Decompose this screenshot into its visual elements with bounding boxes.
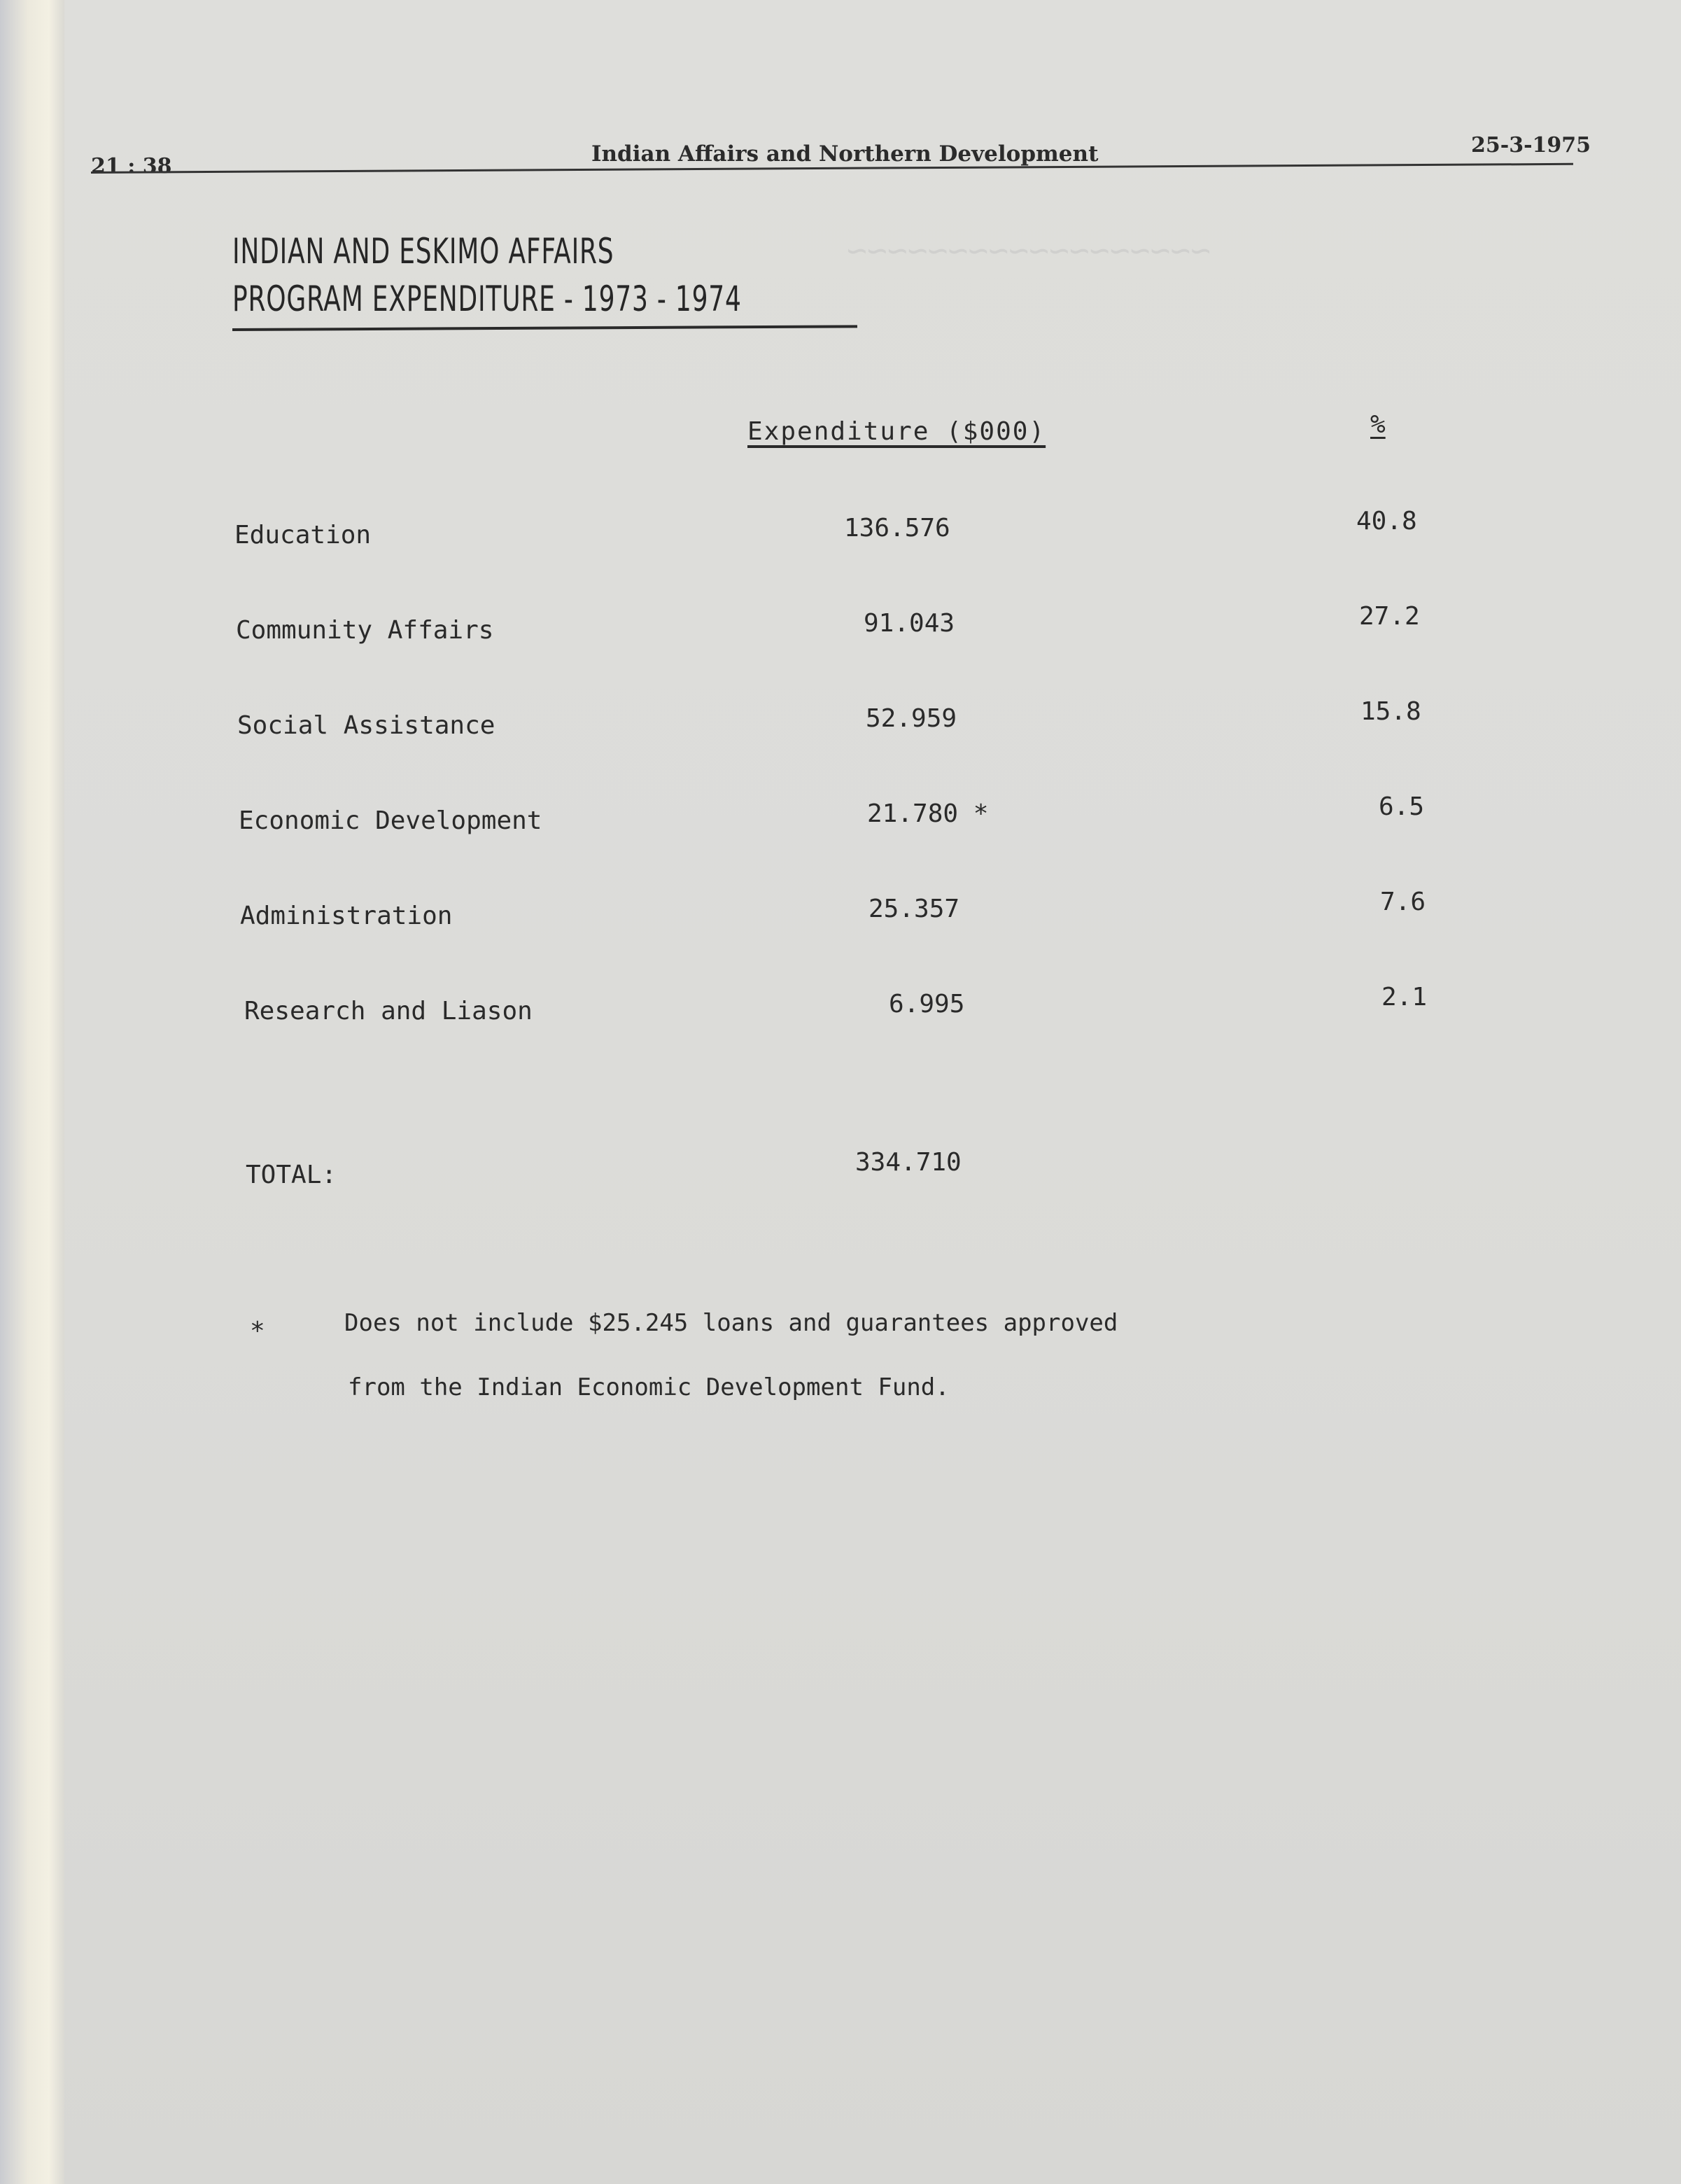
row-percent-administration: 7.6: [1380, 888, 1426, 916]
row-percent-community-affairs: 27.2: [1359, 602, 1420, 631]
column-header-expenditure: Expenditure ($000): [747, 417, 1046, 446]
binding-edge: [0, 0, 64, 2184]
row-label-education: Education: [234, 521, 372, 550]
row-percent-research-and-liason: 2.1: [1381, 983, 1428, 1011]
footnote-line1: Does not include $25.245 loans and guarantees approved: [344, 1309, 1118, 1337]
total-label: TOTAL:: [246, 1161, 337, 1189]
document-title-line1: INDIAN AND ESKIMO AFFAIRS: [232, 231, 614, 272]
document-title-line2: PROGRAM EXPENDITURE - 1973 - 1974: [232, 279, 742, 319]
row-label-social-assistance: Social Assistance: [237, 711, 495, 740]
footnote-marker: *: [250, 1317, 265, 1345]
page-number: 21 : 38: [91, 154, 172, 178]
row-value-research-and-liason: 6.995: [889, 990, 965, 1018]
column-header-percent: %: [1370, 410, 1386, 439]
show-through-text: ~~~~~~~~~~~~~~~~~~: [847, 231, 1211, 270]
header-date: 25-3-1975: [1471, 133, 1591, 158]
row-value-education: 136.576: [844, 514, 950, 542]
row-label-community-affairs: Community Affairs: [236, 616, 494, 645]
row-percent-economic-development: 6.5: [1379, 792, 1425, 821]
row-value-social-assistance: 52.959: [866, 704, 957, 733]
total-value: 334.710: [855, 1148, 962, 1177]
row-label-administration: Administration: [240, 902, 453, 930]
row-value-administration: 25.357: [868, 895, 960, 923]
row-label-economic-development: Economic Development: [239, 806, 542, 835]
row-percent-education: 40.8: [1356, 507, 1417, 536]
row-value-economic-development: 21.780 *: [867, 799, 989, 828]
footnote-line2: from the Indian Economic Development Fund.: [348, 1373, 950, 1401]
row-percent-social-assistance: 15.8: [1360, 697, 1421, 726]
row-label-research-and-liason: Research and Liason: [244, 997, 533, 1026]
running-header-title: Indian Affairs and Northern Development: [591, 141, 1099, 167]
row-value-community-affairs: 91.043: [864, 609, 955, 638]
